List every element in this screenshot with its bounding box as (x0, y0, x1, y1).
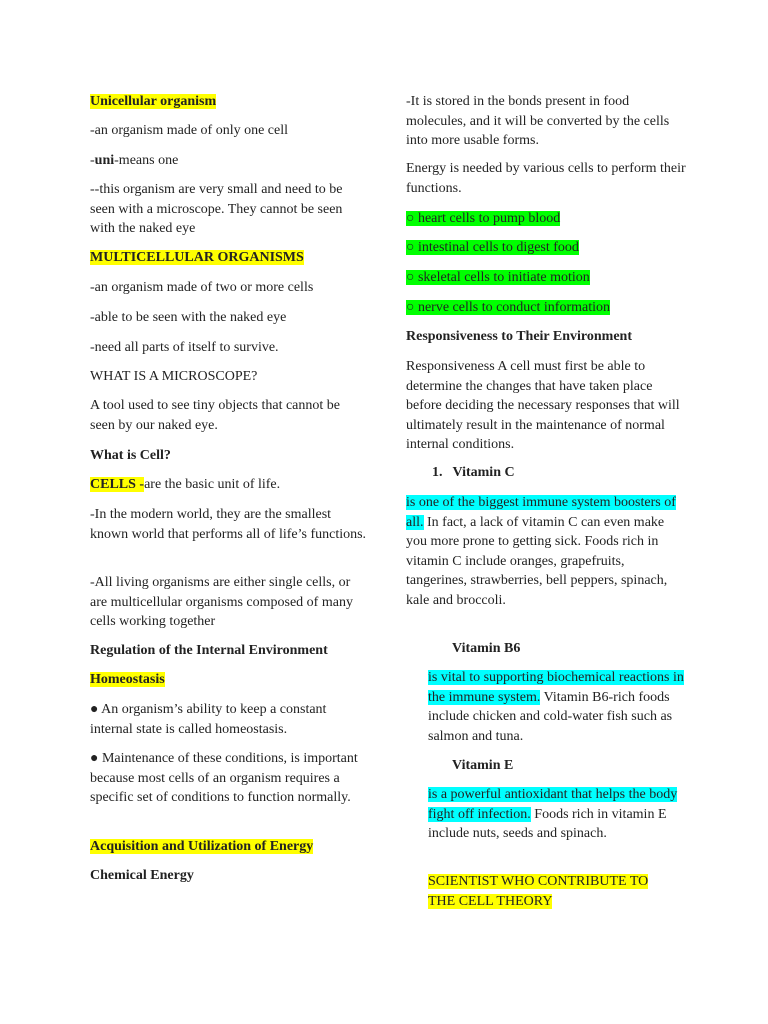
text: -means one (114, 153, 179, 168)
chemical-energy-heading: Chemical Energy (90, 868, 194, 883)
highlighted-text: is vital to supporting biochemical reactions in the immune system. (428, 670, 684, 705)
homeostasis-point-1: ● An organism’s ability to keep a constant internal state is called homeostasis. (90, 702, 327, 737)
text: are the basic unit of life. (144, 477, 281, 492)
cells-definition (90, 475, 368, 495)
cells-modern-world: -In the modern world, they are the smallest known world that performs all of life’s functions. (90, 507, 367, 542)
highlighted-text: is a powerful antioxidant that helps the body fight off infection. (428, 787, 678, 822)
highlighted-text: MULTICELLULAR ORGANISMS (90, 250, 304, 265)
responsiveness-text: Responsiveness A cell must first be able to determine the changes that have taken place before deciding the necessary responses that will ultimately result in the maintenance of normal internal conditions. (406, 359, 680, 452)
vitamin-b6-text (428, 668, 686, 746)
energy-needed-text: Energy is needed by various cells to perform their functions. (406, 161, 686, 196)
function-item (406, 268, 686, 288)
text: In fact, a lack of vitamin C can even make you more prone to getting sick. Foods rich in vitamin C include oranges, grapefruits, tangerines, strawberries, bell peppers, spinach, kale and broccoli. (406, 514, 668, 608)
unicellular-note: --this organism are very small and need to be seen with a microscope. They cannot be seen with the naked eye (90, 182, 343, 236)
text: - (90, 153, 95, 168)
text: Foods rich in vitamin E include nuts, seeds and spinach. (428, 806, 667, 841)
cell-heading: What is Cell? (90, 448, 171, 463)
highlighted-text: Homeostasis (90, 672, 165, 687)
unicellular-heading (90, 92, 368, 112)
function-item (406, 298, 686, 318)
highlighted-text: ○ nerve cells to conduct information (406, 300, 611, 315)
vitamin-c-heading (432, 463, 712, 483)
multicellular-parts: -need all parts of itself to survive. (90, 340, 279, 355)
vitamin-e-text (428, 785, 686, 844)
multicellular-heading (90, 248, 368, 268)
bold-term: uni (94, 153, 115, 168)
highlighted-text: is one of the biggest immune system boosters of all. (406, 495, 676, 530)
responsiveness-heading: Responsiveness to Their Environment (406, 329, 632, 344)
function-item (406, 209, 686, 229)
uni-meaning (90, 151, 368, 171)
highlighted-text: Unicellular organism (90, 94, 217, 109)
unicellular-definition: -an organism made of only one cell (90, 123, 289, 138)
vitamin-c-text (406, 493, 686, 610)
text: Vitamin C (452, 465, 515, 480)
vitamin-b6-heading: Vitamin B6 (452, 641, 521, 656)
homeostasis-point-2: ● Maintenance of these conditions, is important because most cells of an organism requires a specific set of conditions to function normally. (90, 751, 358, 805)
highlighted-text: Acquisition and Utilization of Energy (90, 839, 314, 854)
microscope-heading: WHAT IS A MICROSCOPE? (90, 369, 258, 384)
highlighted-term: CELLS - (90, 477, 145, 492)
list-number: 1. (432, 465, 443, 480)
text: Vitamin B6-rich foods include chicken and cold-water fish such as salmon and tuna. (428, 689, 673, 744)
highlighted-text: ○ skeletal cells to initiate motion (406, 270, 590, 285)
microscope-definition: A tool used to see tiny objects that cannot be seen by our naked eye. (90, 398, 341, 433)
energy-stored-text: -It is stored in the bonds present in food molecules, and it will be converted by the cells into more usable forms. (406, 94, 670, 148)
highlighted-text: SCIENTIST WHO CONTRIBUTE TO THE CELL THEORY (428, 874, 649, 909)
multicellular-definition: -an organism made of two or more cells (90, 280, 314, 295)
multicellular-naked-eye: -able to be seen with the naked eye (90, 310, 287, 325)
scientist-heading (428, 872, 678, 911)
function-item (406, 238, 686, 258)
highlighted-text: ○ intestinal cells to digest food (406, 240, 579, 255)
energy-heading (90, 837, 368, 857)
highlighted-text: ○ heart cells to pump blood (406, 211, 561, 226)
vitamin-e-heading: Vitamin E (452, 758, 514, 773)
homeostasis-heading (90, 670, 368, 690)
regulation-heading: Regulation of the Internal Environment (90, 643, 328, 658)
cells-all-organisms: -All living organisms are either single cells, or are multicellular organisms composed of many cells working together (90, 575, 353, 629)
